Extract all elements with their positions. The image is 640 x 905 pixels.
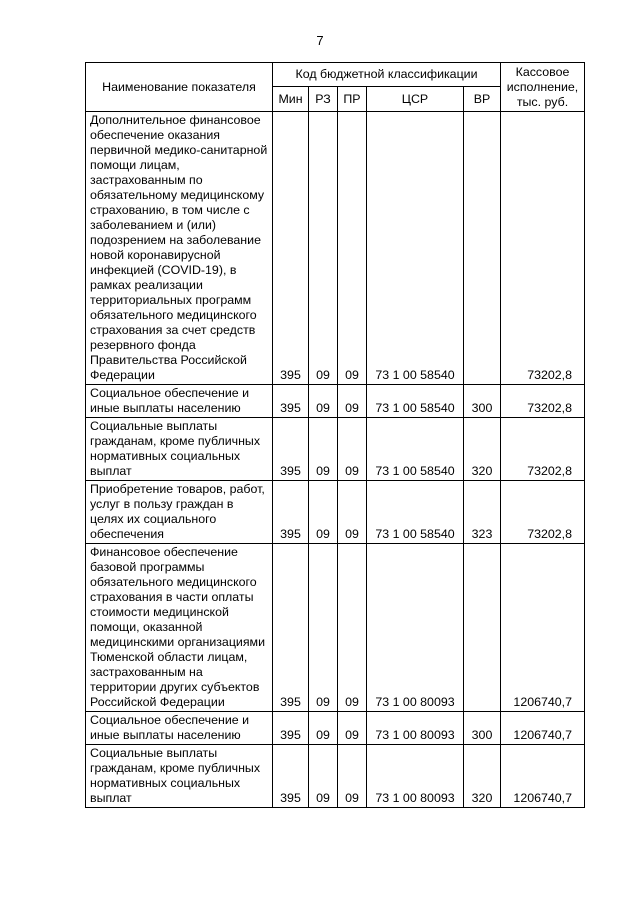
table-row: [86, 712, 585, 745]
row-rz: 09: [309, 745, 338, 808]
budget-table: [85, 62, 585, 808]
row-amount: 73202,8: [501, 112, 585, 385]
header-vr: ВР: [464, 87, 501, 112]
row-vr: 300: [464, 385, 501, 418]
row-rz: 09: [309, 112, 338, 385]
row-rz: 09: [309, 712, 338, 745]
header-code-group: Код бюджетной классификации: [273, 63, 501, 87]
table-row: [86, 745, 585, 808]
table-row: [86, 481, 585, 544]
table-body: [86, 112, 585, 808]
row-amount: 1206740,7: [501, 712, 585, 745]
row-amount: 1206740,7: [501, 544, 585, 712]
row-pr: 09: [338, 544, 367, 712]
table-row: [86, 112, 585, 385]
row-csr: 73 1 00 80093: [367, 544, 464, 712]
table-row: [86, 544, 585, 712]
row-name: Дополнительное финансовое обеспечение оказания первичной медико-санитарной помощи лицам, застрахованным по обязательному медицинскому страхованию, в том числе с заболеванием и (или) подозрением на заболевание новой коронавирусной инфекцией (COVID-19), в рамках реализации территориальных программ обязательного медицинского страхования за счет средств резервного фонда Правительства Российской Федерации: [86, 112, 273, 385]
row-csr: 73 1 00 58540: [367, 481, 464, 544]
row-rz: 09: [309, 418, 338, 481]
row-min: 395: [273, 745, 309, 808]
row-pr: 09: [338, 745, 367, 808]
header-csr: ЦСР: [367, 87, 464, 112]
row-rz: 09: [309, 481, 338, 544]
row-amount: 73202,8: [501, 481, 585, 544]
row-min: 395: [273, 385, 309, 418]
row-vr: 300: [464, 712, 501, 745]
row-rz: 09: [309, 544, 338, 712]
row-min: 395: [273, 112, 309, 385]
table-row: [86, 385, 585, 418]
row-pr: 09: [338, 112, 367, 385]
row-amount: 1206740,7: [501, 745, 585, 808]
row-amount: 73202,8: [501, 418, 585, 481]
table-row: [86, 418, 585, 481]
page-number: 7: [316, 33, 324, 48]
row-vr: [464, 112, 501, 385]
row-name: Финансовое обеспечение базовой программы обязательного медицинского страхования в части оплаты стоимости медицинской помощи, оказанной медицинскими организациями Тюменской области лицам, застрахованным на территории других субъектов Российской Федерации: [86, 544, 273, 712]
row-min: 395: [273, 544, 309, 712]
row-csr: 73 1 00 58540: [367, 385, 464, 418]
row-name: Приобретение товаров, работ, услуг в пользу граждан в целях их социального обеспечения: [86, 481, 273, 544]
row-vr: 323: [464, 481, 501, 544]
row-pr: 09: [338, 418, 367, 481]
row-vr: 320: [464, 418, 501, 481]
header-rz: РЗ: [309, 87, 338, 112]
row-csr: 73 1 00 80093: [367, 712, 464, 745]
row-name: Социальное обеспечение и иные выплаты населению: [86, 385, 273, 418]
row-csr: 73 1 00 58540: [367, 418, 464, 481]
header-min: Мин: [273, 87, 309, 112]
header-pr: ПР: [338, 87, 367, 112]
row-name: Социальные выплаты гражданам, кроме публичных нормативных социальных выплат: [86, 745, 273, 808]
row-pr: 09: [338, 712, 367, 745]
row-rz: 09: [309, 385, 338, 418]
row-vr: 320: [464, 745, 501, 808]
row-min: 395: [273, 712, 309, 745]
header-amount: Кассовое исполнение, тыс. руб.: [501, 63, 585, 112]
row-name: Социальное обеспечение и иные выплаты населению: [86, 712, 273, 745]
row-pr: 09: [338, 481, 367, 544]
row-min: 395: [273, 418, 309, 481]
header-name: Наименование показателя: [86, 63, 273, 112]
row-amount: 73202,8: [501, 385, 585, 418]
row-min: 395: [273, 481, 309, 544]
row-name: Социальные выплаты гражданам, кроме публичных нормативных социальных выплат: [86, 418, 273, 481]
row-csr: 73 1 00 80093: [367, 745, 464, 808]
row-pr: 09: [338, 385, 367, 418]
row-csr: 73 1 00 58540: [367, 112, 464, 385]
row-vr: [464, 544, 501, 712]
